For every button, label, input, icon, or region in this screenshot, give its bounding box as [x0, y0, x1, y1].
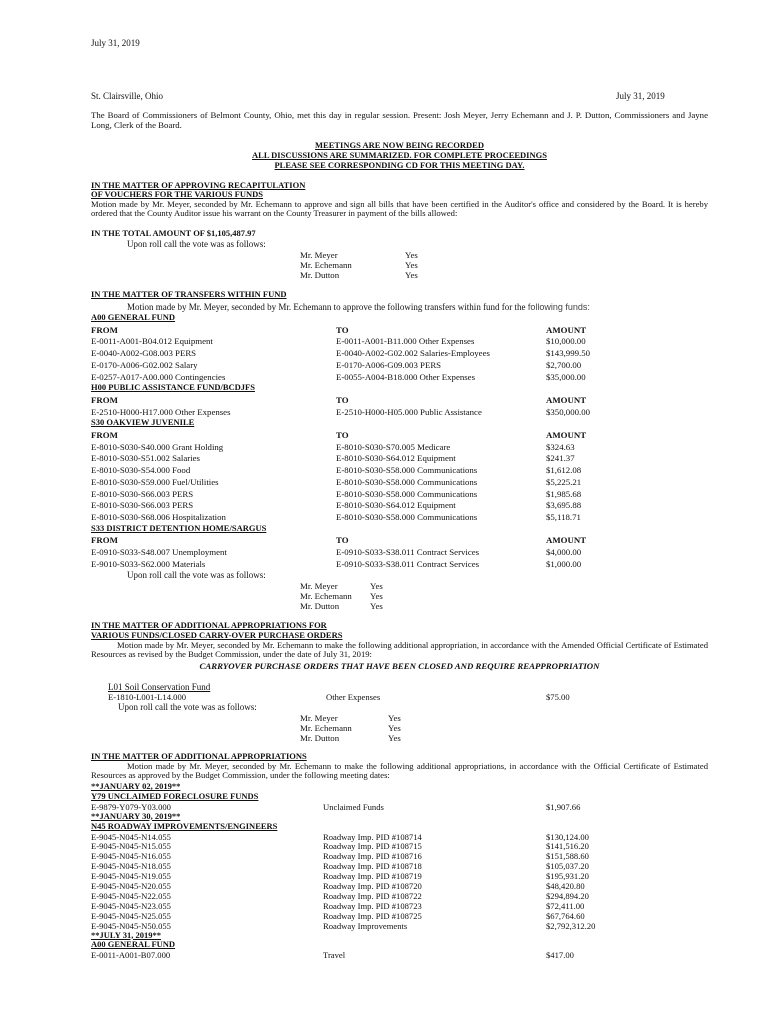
- sec3-title-2: VARIOUS FUNDS/CLOSED CARRY-OVER PURCHASE ORDERS: [91, 630, 343, 640]
- vote-row: [300, 713, 410, 723]
- fund-heading: Y79 UNCLAIMED FORECLOSURE FUNDS: [91, 790, 259, 801]
- amount: $72,411.00: [546, 900, 585, 911]
- account-code: E-9045-N045-N15.055: [91, 841, 171, 852]
- account-code: E-9045-N045-N22.055: [91, 890, 171, 901]
- fund-heading: A00 GENERAL FUND: [91, 312, 176, 322]
- table-row: [91, 489, 711, 500]
- to-account: E-2510-H000-H05.000 Public Assistance: [336, 406, 482, 417]
- from-account: E-0011-A001-B04.012 Equipment: [91, 336, 213, 347]
- sec2-body: [127, 302, 590, 312]
- from-account: E-0170-A006-G02.002 Salary: [91, 359, 198, 370]
- table-row: [91, 891, 711, 901]
- col-to: TO: [336, 535, 349, 546]
- table-row: [91, 465, 711, 476]
- table-row: [91, 360, 711, 371]
- meeting-date: July 31, 2019: [616, 91, 665, 101]
- vote-value: Yes: [405, 260, 418, 270]
- description: Roadway Imp. PID #108719: [323, 871, 422, 882]
- sec4-body: Motion made by Mr. Meyer, seconded by Mr. Echemann to make the following additional appropriations, in accordance with the Official Certificate of Estimated Resources as approved by the Budget Commission, under the following meeting dates:: [91, 761, 708, 781]
- from-account: E-0257-A017-A00.000 Contingencies: [91, 371, 226, 382]
- amount: $4,000.00: [546, 547, 582, 557]
- amount: $5,118.71: [546, 511, 581, 522]
- amount: $1,000.00: [546, 558, 582, 569]
- account-code: E-9045-N045-N50.055: [91, 920, 171, 931]
- description: Unclaimed Funds: [323, 801, 384, 812]
- account-code: E-9045-N045-N25.055: [91, 910, 171, 921]
- col-from: FROM: [91, 394, 118, 405]
- account-code: E-9045-N045-N19.055: [91, 871, 171, 882]
- from-account: E-8010-S030-S40.000 Grant Holding: [91, 441, 224, 452]
- from-account: E-9010-S033-S62.000 Materials: [91, 558, 206, 569]
- amount: $417.00: [546, 950, 574, 961]
- vote-row: [300, 250, 450, 260]
- amount: $105,037.20: [546, 861, 589, 872]
- col-from: FROM: [91, 324, 118, 335]
- amount: $350,000.00: [546, 406, 590, 417]
- amount: $241.37: [546, 453, 575, 464]
- amount: $294,894.20: [546, 890, 589, 901]
- to-account: E-0011-A001-B11.000 Other Expenses: [336, 336, 475, 347]
- column-header-row: [91, 325, 711, 336]
- col-to: TO: [336, 394, 349, 405]
- sec1-title-1: IN THE MATTER OF APPROVING RECAPITULATION: [91, 180, 306, 190]
- description: Other Expenses: [326, 692, 381, 702]
- meeting-date-heading: **JULY 31, 2019**: [91, 929, 161, 940]
- col-to: TO: [336, 430, 349, 440]
- col-amount: AMOUNT: [546, 430, 587, 440]
- table-row: [91, 871, 711, 881]
- table-row: [91, 911, 711, 921]
- from-account: E-8010-S030-S54.000 Food: [91, 465, 191, 476]
- description: Roadway Imp. PID #108720: [323, 881, 422, 891]
- sec3-fund-name: L01 Soil Conservation Fund: [108, 682, 211, 692]
- amount: $67,764.60: [546, 910, 585, 921]
- to-account: E-8010-S030-S58.000 Communications: [336, 488, 478, 499]
- vote-value: Yes: [370, 591, 383, 601]
- col-amount: AMOUNT: [546, 535, 587, 546]
- description: Roadway Imp. PID #108723: [323, 900, 422, 911]
- amount: $141,516.20: [546, 841, 589, 852]
- amount: $75.00: [546, 692, 570, 702]
- sec2-body-b: following funds:: [527, 302, 590, 312]
- voter-name: Mr. Dutton: [300, 733, 340, 743]
- table-row: [91, 512, 711, 523]
- voter-name: Mr. Dutton: [300, 270, 340, 280]
- page-header-date: July 31, 2019: [91, 38, 140, 48]
- amount: $1,907.66: [546, 801, 581, 812]
- fund-heading: S33 DISTRICT DETENTION HOME/SARGUS: [91, 522, 267, 533]
- sec1-vote-table: [300, 250, 450, 280]
- sec1-rollcall: Upon roll call the vote was as follows:: [127, 239, 266, 249]
- sec1-total: IN THE TOTAL AMOUNT OF $1,105,487.97: [91, 228, 256, 238]
- fund-heading: H00 PUBLIC ASSISTANCE FUND/BCDJFS: [91, 382, 255, 393]
- to-account: E-8010-S030-S58.000 Communications: [336, 511, 478, 522]
- sec1-title-2: OF VOUCHERS FOR THE VARIOUS FUNDS: [91, 189, 263, 199]
- fund-heading: A00 GENERAL FUND: [91, 939, 176, 950]
- table-row: [91, 950, 711, 960]
- vote-value: Yes: [388, 713, 401, 723]
- account-code: E-9045-N045-N23.055: [91, 900, 171, 911]
- notice-line-1: MEETINGS ARE NOW BEING RECORDED: [315, 140, 484, 150]
- table-row: [91, 861, 711, 871]
- vote-row: [300, 260, 450, 270]
- table-row: [91, 348, 711, 359]
- voter-name: Mr. Meyer: [300, 713, 338, 723]
- sec3-vote-table: [300, 713, 410, 743]
- amount: $324.63: [546, 441, 575, 452]
- amount: $10,000.00: [546, 336, 586, 347]
- account-code: E-9879-Y079-Y03.000: [91, 801, 171, 812]
- sec3-rollcall: Upon roll call the vote was as follows:: [118, 702, 257, 712]
- to-account: E-0170-A006-G09.003 PERS: [336, 359, 442, 370]
- from-account: E-0040-A002-G08.003 PERS: [91, 348, 197, 359]
- fund-heading: N45 ROADWAY IMPROVEMENTS/ENGINEERS: [91, 820, 278, 831]
- sec3-title-1: IN THE MATTER OF ADDITIONAL APPROPRIATIONS FOR: [91, 620, 327, 630]
- to-account: E-8010-S030-S64.012 Equipment: [336, 500, 456, 511]
- notice-line-3: PLEASE SEE CORRESPONDING CD FOR THIS MEETING DAY.: [274, 160, 525, 170]
- sec3-body: Motion made by Mr. Meyer, seconded by Mr. Echemann to make the following additional appropriation, in accordance with the Amended Official Certificate of Estimated Resources as revised by the Budget Commission, under the date of July 31, 2019:: [91, 640, 708, 660]
- sec1-body: Motion made by Mr. Meyer, seconded by Mr. Echemann to approve and sign all bills that have been certified in the Auditor's office and considered by the Board. It is hereby ordered that the County Auditor issue his warrant on the County Treasurer in payment of the bills allowed:: [91, 199, 708, 219]
- column-header-row: [91, 535, 711, 546]
- vote-row: [300, 581, 400, 591]
- col-amount: AMOUNT: [546, 394, 587, 405]
- col-amount: AMOUNT: [546, 324, 587, 335]
- table-row: [91, 372, 711, 383]
- col-from: FROM: [91, 430, 118, 440]
- column-header-row: [91, 395, 711, 406]
- to-account: E-8010-S030-S64.012 Equipment: [336, 453, 456, 464]
- account-code: E-9045-N045-N14.055: [91, 831, 171, 842]
- description: Roadway Imp. PID #108722: [323, 890, 422, 901]
- account-code: E-9045-N045-N20.055: [91, 881, 171, 891]
- amount: $1,612.08: [546, 465, 582, 476]
- vote-value: Yes: [405, 270, 418, 280]
- account-code: E-9045-N045-N18.055: [91, 861, 171, 872]
- sec3-row: [91, 692, 711, 702]
- to-account: E-0055-A004-B18.000 Other Expenses: [336, 371, 476, 382]
- voter-name: Mr. Echemann: [300, 723, 352, 733]
- from-account: E-8010-S030-S51.002 Salaries: [91, 453, 200, 464]
- account-code: E-1810-L001-L14.000: [108, 692, 187, 702]
- table-row: [91, 547, 711, 558]
- sec2-vote-table: [300, 581, 400, 611]
- sec2-title: IN THE MATTER OF TRANSFERS WITHIN FUND: [91, 289, 287, 299]
- voter-name: Mr. Dutton: [300, 601, 340, 611]
- table-row: [91, 832, 711, 842]
- vote-value: Yes: [388, 723, 401, 733]
- amount: $5,225.21: [546, 476, 582, 487]
- meeting-date-heading: **JANUARY 02, 2019**: [91, 781, 181, 791]
- amount: $1,985.68: [546, 488, 582, 499]
- vote-value: Yes: [388, 733, 401, 743]
- sec4-title: IN THE MATTER OF ADDITIONAL APPROPRIATIONS: [91, 751, 307, 761]
- account-code: E-0011-A001-B07.000: [91, 950, 171, 961]
- amount: $143,999.50: [546, 348, 590, 359]
- amount: $48,420.80: [546, 881, 585, 891]
- to-account: E-0040-A002-G02.002 Salaries-Employees: [336, 348, 490, 359]
- col-to: TO: [336, 324, 349, 335]
- description: Roadway Imp. PID #108715: [323, 841, 422, 852]
- amount: $195,931.20: [546, 871, 589, 882]
- to-account: E-0910-S033-S38.011 Contract Services: [336, 558, 480, 569]
- amount: $2,792,312.20: [546, 920, 596, 931]
- table-row: [91, 802, 711, 812]
- vote-row: [300, 270, 450, 280]
- description: Roadway Imp. PID #108714: [323, 831, 422, 842]
- table-row: [91, 477, 711, 488]
- description: Roadway Improvements: [323, 920, 408, 931]
- table-row: [91, 500, 711, 511]
- table-row: [91, 407, 711, 418]
- table-row: [91, 442, 711, 453]
- account-code: E-9045-N045-N16.055: [91, 851, 171, 862]
- from-account: E-8010-S030-S68.006 Hospitalization: [91, 511, 226, 522]
- table-row: [91, 559, 711, 570]
- from-account: E-8010-S030-S59.000 Fuel/Utilities: [91, 476, 219, 487]
- meeting-date-heading: **JANUARY 30, 2019**: [91, 810, 181, 821]
- description: Travel: [323, 950, 346, 961]
- to-account: E-0910-S033-S38.011 Contract Services: [336, 547, 480, 557]
- table-row: [91, 841, 711, 851]
- table-row: [91, 881, 711, 891]
- vote-row: [300, 733, 410, 743]
- from-account: E-8010-S030-S66.003 PERS: [91, 500, 194, 511]
- voter-name: Mr. Meyer: [300, 250, 338, 260]
- vote-row: [300, 723, 410, 733]
- vote-row: [300, 601, 400, 611]
- sec2-rollcall: Upon roll call the vote was as follows:: [127, 570, 266, 580]
- col-from: FROM: [91, 535, 118, 546]
- table-row: [91, 901, 711, 911]
- vote-value: Yes: [405, 250, 418, 260]
- table-row: [91, 453, 711, 464]
- sec2-body-a: Motion made by Mr. Meyer, seconded by Mr. Echemann to approve the following transfers within fund for the: [127, 302, 528, 312]
- description: Roadway Imp. PID #108725: [323, 910, 422, 921]
- vote-value: Yes: [370, 581, 383, 591]
- fund-heading: S30 OAKVIEW JUVENILE: [91, 417, 195, 428]
- voter-name: Mr. Meyer: [300, 581, 338, 591]
- vote-row: [300, 591, 400, 601]
- description: Roadway Imp. PID #108716: [323, 851, 422, 862]
- table-row: [91, 851, 711, 861]
- voter-name: Mr. Echemann: [300, 591, 352, 601]
- from-account: E-2510-H000-H17.000 Other Expenses: [91, 406, 231, 417]
- to-account: E-8010-S030-S58.000 Communications: [336, 465, 478, 476]
- from-account: E-8010-S030-S66.003 PERS: [91, 488, 194, 499]
- to-account: E-8010-S030-S70.005 Medicare: [336, 441, 451, 452]
- amount: $2,700.00: [546, 359, 582, 370]
- vote-value: Yes: [370, 601, 383, 611]
- voter-name: Mr. Echemann: [300, 260, 352, 270]
- amount: $130,124.00: [546, 831, 589, 842]
- to-account: E-8010-S030-S58.000 Communications: [336, 476, 478, 487]
- notice-line-2: ALL DISCUSSIONS ARE SUMMARIZED. FOR COMPLETE PROCEEDINGS: [252, 150, 547, 160]
- table-row: [91, 336, 711, 347]
- from-account: E-0910-S033-S48.007 Unemployment: [91, 547, 227, 557]
- sec3-banner: CARRYOVER PURCHASE ORDERS THAT HAVE BEEN CLOSED AND REQUIRE REAPPROPRIATION: [199, 661, 600, 671]
- location: St. Clairsville, Ohio: [91, 91, 163, 101]
- table-row: [91, 921, 711, 931]
- intro-paragraph: The Board of Commissioners of Belmont County, Ohio, met this day in regular session. Present: Josh Meyer, Jerry Echemann and J. P. Dutton, Commissioners and Jayne Long, Clerk of the Board.: [91, 110, 708, 130]
- amount: $35,000.00: [546, 371, 586, 382]
- description: Roadway Imp. PID #108718: [323, 861, 422, 872]
- column-header-row: [91, 430, 711, 441]
- amount: $151,588.60: [546, 851, 589, 862]
- amount: $3,695.88: [546, 500, 582, 511]
